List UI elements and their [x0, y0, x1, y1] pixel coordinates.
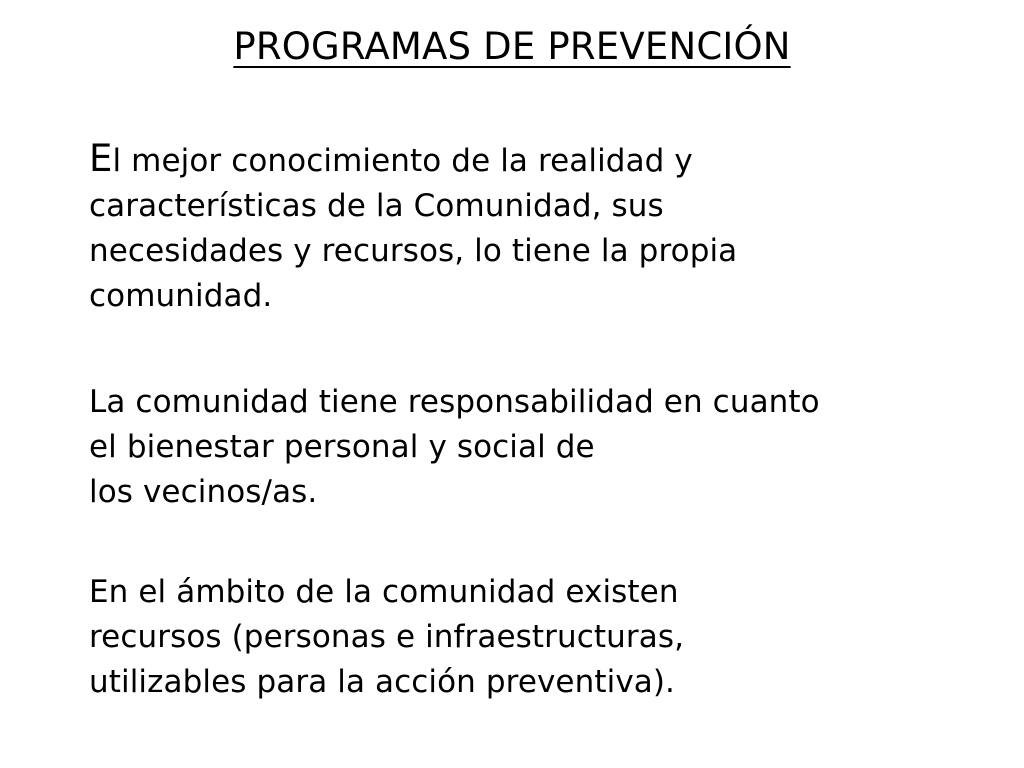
- paragraph-2-line-3: los vecinos/as.: [89, 474, 318, 510]
- paragraph-1-line-4: comunidad.: [89, 278, 273, 314]
- paragraph-3-line-2: recursos (personas e infraestructuras,: [89, 619, 685, 655]
- paragraph-3-line-3: utilizables para la acción preventiva).: [89, 664, 676, 700]
- slide-title-text: PROGRAMAS DE PREVENCIÓN: [233, 25, 791, 68]
- paragraph-1-line-1: [89, 136, 989, 184]
- paragraph-1-line-3: necesidades y recursos, lo tiene la propia: [89, 233, 738, 269]
- paragraph-3-line-1: En el ámbito de la comunidad existen: [89, 574, 679, 610]
- paragraph-1: [89, 136, 989, 319]
- paragraph-2-line-1: La comunidad tiene responsabilidad en cuanto: [89, 384, 820, 420]
- paragraph-2: [89, 380, 989, 515]
- paragraph-1-line-2: características de la Comunidad, sus: [89, 188, 664, 224]
- paragraph-1-line-1-text: l mejor conocimiento de la realidad y: [112, 143, 693, 179]
- slide-title: [0, 22, 1024, 72]
- paragraph-1-lead-letter: E: [89, 137, 113, 180]
- paragraph-2-line-2: el bienestar personal y social de: [89, 429, 595, 465]
- paragraph-3: [89, 570, 989, 705]
